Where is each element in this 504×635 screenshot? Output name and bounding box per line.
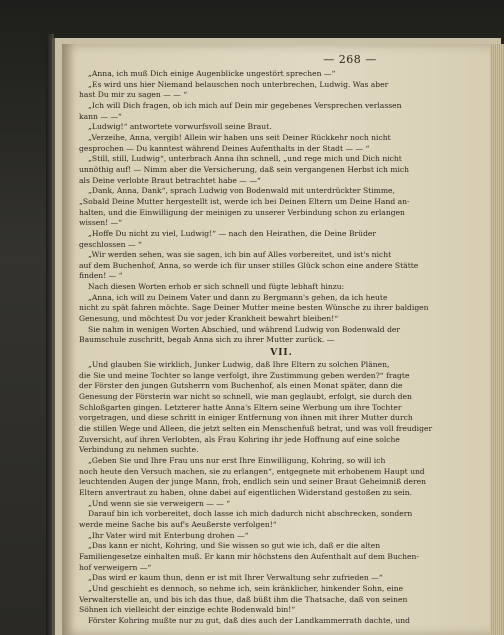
text-line: kann — —“ bbox=[79, 111, 122, 121]
text-line: „Ich will Dich fragen, ob ich mich auf Dein mir gegebenes Versprechen verlassen bbox=[88, 100, 402, 110]
text-line: nicht zu spät fahren möchte. Sage Deiner Mutter meine besten Wünsche zu ihrer baldigen bbox=[79, 303, 429, 313]
text-line: „Anna, ich muß Dich einige Augenblicke ungestört sprechen —“ bbox=[88, 69, 336, 78]
text-line: „Wir werden sehen, was sie sagen, ich bin auf Alles vorbereitet, und ist's nicht bbox=[88, 250, 392, 260]
text-line: werde meine Sache bis auf's Aeußerste verfolgen!“ bbox=[79, 519, 277, 529]
page-text bbox=[79, 69, 484, 626]
text-line: Förster Kohring mußte nur zu gut, daß dies auch der Landkammerrath dachte, und bbox=[88, 615, 410, 625]
text-line: „Hoffe Du nicht zu viel, Ludwig!“ — nach den Heirathen, die Deine Brüder bbox=[88, 228, 377, 238]
text-line: Söhnen ich vielleicht der einzige echte Bodenwald bin!“ bbox=[79, 605, 296, 615]
text-line: „Verzeihe, Anna, vergib! Allein wir haben uns seit Deiner Rückkehr noch nicht bbox=[88, 132, 391, 142]
text-line: Familiengesetze einhalten muß. Er kann mir höchstens den Aufenthalt auf dem Buchen- bbox=[79, 551, 419, 561]
text-line: „Dank, Anna, Dank“, sprach Ludwig von Bodenwald mit unterdrückter Stimme, bbox=[88, 186, 395, 196]
text-line: „Das wird er kaum thun, denn er ist mit Ihrer Verwaltung sehr zufrieden —“ bbox=[88, 573, 383, 583]
text-line: hast Du mir zu sagen — — “ bbox=[79, 90, 188, 100]
page-number: — 268 — bbox=[323, 53, 377, 66]
text-line: Schloßgarten gingen. Letzterer hatte Anna's Eltern seine Werbung um ihre Tochter bbox=[79, 402, 402, 412]
text-line: Darauf bin ich vorbereitet, doch lasse ich mich dadurch nicht abschrecken, sondern bbox=[88, 509, 413, 519]
text-line: Zuversicht, auf ihren Verlobten, als Frau Kohring ihr jede Hoffnung auf eine solche bbox=[79, 434, 400, 444]
text-line: „Still, still, Ludwig“, unterbrach Anna ihn schnell, „und rege mich und Dich nicht bbox=[88, 154, 402, 164]
text-line: Verwalterstelle an, und bis ich das thue, daß büßt ihm die Thatsache, daß von seinen bbox=[79, 594, 408, 604]
text-line: finden! — “ bbox=[79, 271, 123, 281]
text-line: Eltern anvertraut zu haben, ohne dabei auf eigentlichen Widerstand gestoßen zu sein. bbox=[79, 487, 413, 497]
text-line: „Anna, ich will zu Deinem Vater und dann zu Bergmann's gehen, da ich heute bbox=[88, 292, 388, 302]
text-section-after bbox=[79, 360, 484, 626]
text-line: „Es wird uns hier Niemand belauschen noch unterbrechen, Ludwig. Was aber bbox=[88, 79, 389, 89]
text-line: „Ihr Vater wird mit Enterbung drohen —“ bbox=[88, 530, 249, 540]
chapter-heading: VII. bbox=[270, 348, 293, 359]
text-line: wissen! —“ bbox=[79, 218, 123, 228]
text-line: halten, und die Einwilligung der meinigen zu unserer Verbindung schon zu erlangen bbox=[79, 207, 405, 217]
text-line: Verbindung zu nehmen suchte. bbox=[79, 445, 199, 455]
text-line: „Und glauben Sie wirklich, Junker Ludwig, daß Ihre Eltern zu solchen Plänen, bbox=[88, 360, 390, 370]
text-line: „Und geschieht es dennoch, so nehme ich, sein kränklicher, hinkender Sohn, eine bbox=[88, 583, 404, 593]
text-line: leuchtenden Augen der junge Mann, froh, endlich sein und seiner Braut Geheimniß deren bbox=[79, 477, 426, 487]
text-line: als Deine verlobte Braut betrachtet habe — —“ bbox=[79, 175, 261, 185]
text-line: „Geben Sie und Ihre Frau uns nur erst Ihre Einwilligung, Kohring, so will ich bbox=[88, 455, 386, 465]
text-line: „Das kann er nicht, Kohring, und Sie wissen so gut wie ich, daß er die alten bbox=[88, 541, 381, 551]
text-section-before bbox=[79, 69, 484, 346]
text-line: unnöthig auf! — Nimm aber die Versicherung, daß sein vergangenen Herbst ich mich bbox=[79, 164, 410, 174]
page-stack-edge bbox=[490, 44, 504, 635]
text-line: Sie nahm in wenigen Worten Abschied, und während Ludwig von Bodenwald der bbox=[88, 324, 401, 334]
text-line: auf dem Buchenhof, Anna, so werde ich für unser stilles Glück schon eine andere Stätte bbox=[79, 260, 419, 270]
text-line: noch heute den Versuch machen, sie zu erlangen“, entgegnete mit erhobenem Haupt und bbox=[79, 466, 425, 476]
text-line: „Sobald Deine Mutter hergestellt ist, werde ich bei Deinen Eltern um Deine Hand an- bbox=[79, 196, 410, 206]
text-line: „Und wenn sie sie verweigern — — “ bbox=[88, 498, 231, 508]
text-line: die stillen Wege und Alleen, die jetzt selten ein Menschenfuß betrat, und was voll freudiger bbox=[79, 424, 433, 433]
text-line: Baumschule zuschritt, begab Anna sich zu ihrer Mutter zurück. — bbox=[79, 335, 335, 345]
text-line: gesprochen — Du kanntest während Deines Aufenthalts in der Stadt — — “ bbox=[79, 143, 370, 153]
text-line: der Förster den jungen Gutsherrn vom Buchenhof, als einen Monat später, dann die bbox=[79, 381, 403, 391]
text-line: „Ludwig!“ antwortete vorwurfsvoll seine Braut. bbox=[88, 122, 272, 132]
text-line: Genesung der Försterin war nicht so schnell, wie man geglaubt, erfolgt, sie durch den bbox=[79, 392, 412, 402]
text-line: vorgetragen, und diese schritt in einiger Entfernung von ihnen mit ihrer Mutter durch bbox=[79, 413, 413, 423]
text-line: hof verweigern —“ bbox=[79, 562, 152, 572]
text-line: Genesung, und möchtest Du vor jeder Krankheit bewahrt bleiben!“ bbox=[79, 314, 339, 324]
text-line: geschlossen — “ bbox=[79, 239, 142, 249]
text-line: die Sie und meine Tochter so lange verfolgt, ihre Zustimmung geben werden?“ fragte bbox=[79, 370, 410, 380]
text-line: Nach diesen Worten erhob er sich schnell und fügte lebhaft hinzu: bbox=[88, 282, 345, 292]
